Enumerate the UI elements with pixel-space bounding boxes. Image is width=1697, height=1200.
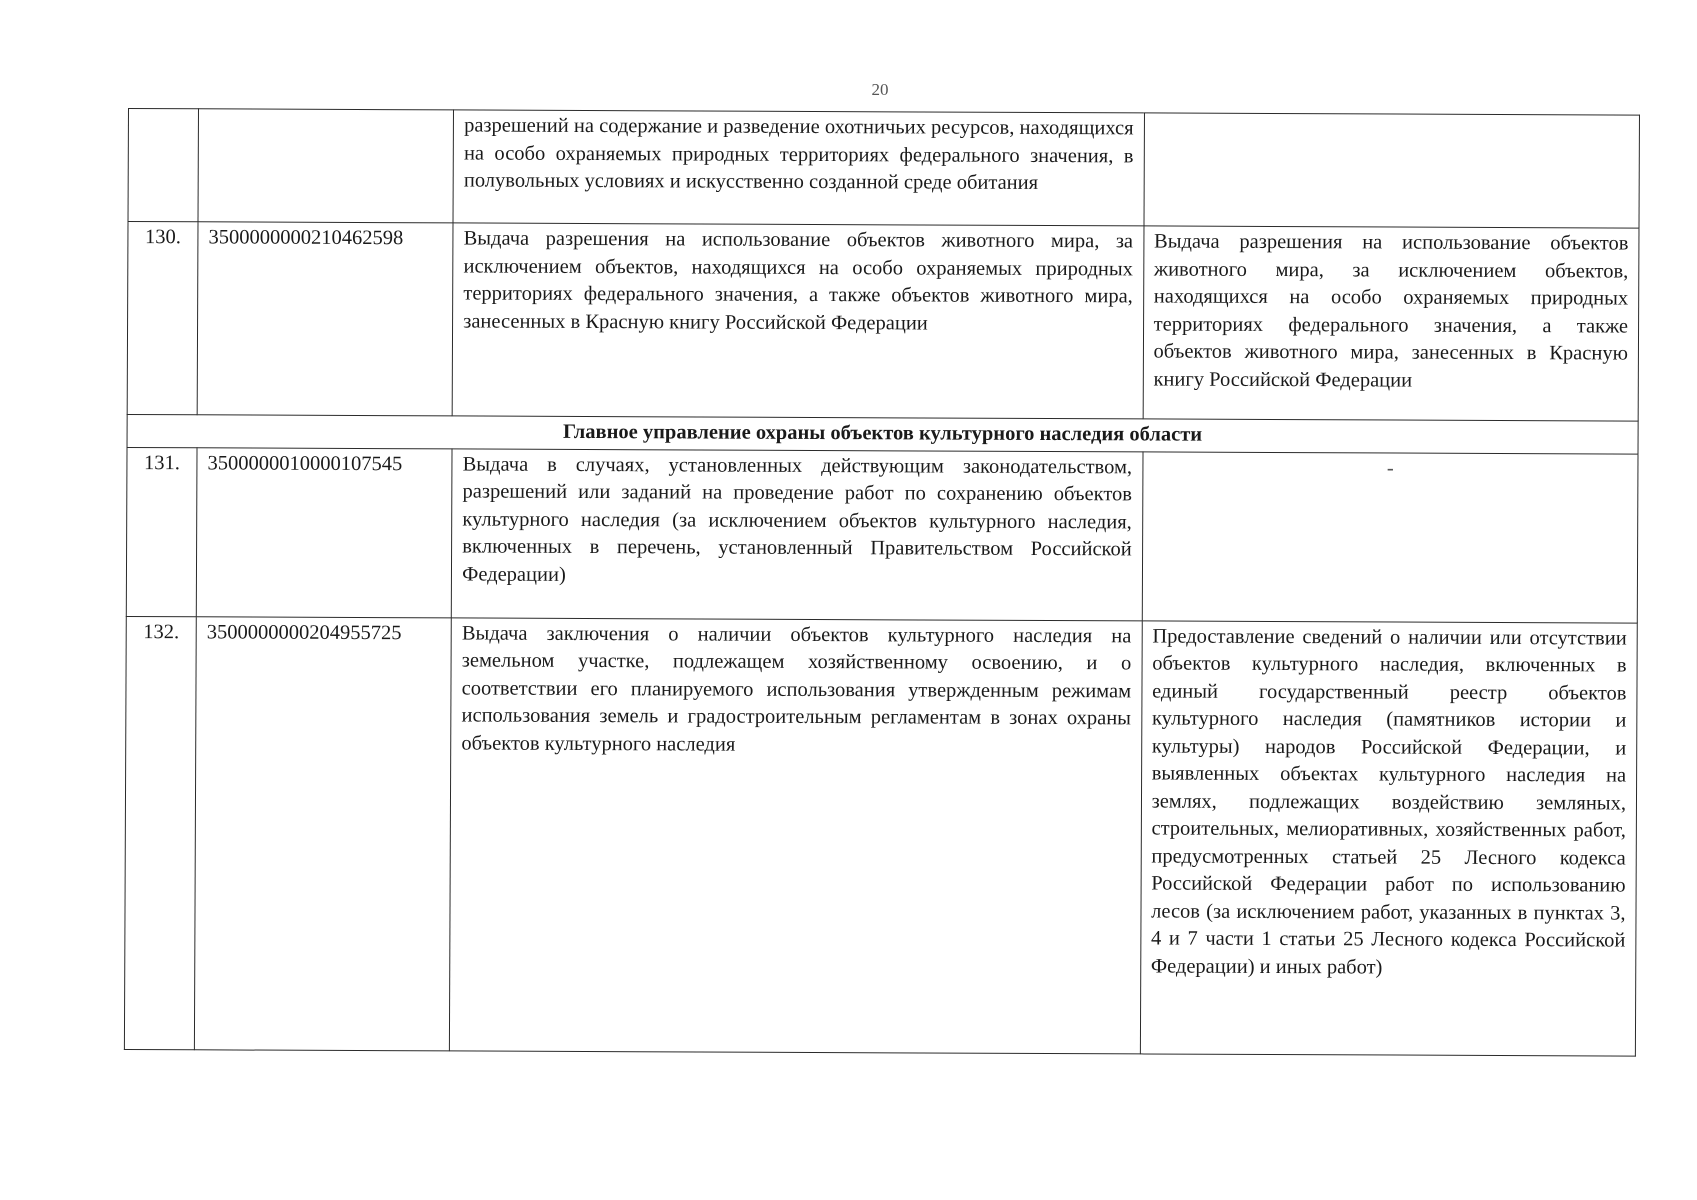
service-name-cell: Выдача разрешения на использование объектов животного мира, за исключением объектов, находящихся на особо охраняемых природных территориях федерального значения, а также объектов животного мира, занесенных в Красную книгу Российской Федерации bbox=[452, 223, 1143, 419]
matching-service-cell: Предоставление сведений о наличии или отсутствии объектов культурного наследия, включенных в единый государственный реестр объектов культурного наследия (памятников истории и культуры) народов Российской Федерации, и выявленных объектах культурного наследия на землях, подлежащих воздействию земляных, строительных, мелиоративных, хозяйственных работ, предусмотренных статьей 25 Лесного кодекса Российской Федерации работ по использованию лесов (за исключением работ, указанных в пунктах 3, 4 и 7 части 1 статьи 25 Лесного кодекса Российской Федерации) и иных работ) bbox=[1140, 620, 1637, 1055]
table-row-131 bbox=[126, 447, 1638, 623]
table-row-132 bbox=[124, 616, 1637, 1056]
table-row-130 bbox=[127, 222, 1639, 422]
row-number-cell: 132. bbox=[124, 616, 196, 1049]
service-code-cell: 3500000000210462598 bbox=[197, 222, 453, 416]
service-name-cell: Выдача в случаях, установленных действующим законодательством, разрешений или заданий на проведение работ по сохранению объектов культурного наследия (за исключением объектов культурного наследия, включенных в перечень, установленный Правительством Российской Федерации) bbox=[451, 448, 1142, 620]
service-code-cell: 3500000000204955725 bbox=[194, 616, 451, 1050]
service-name-cell: разрешений на содержание и разведение охотничьих ресурсов, находящихся на особо охраняемых природных территориях федерального значения, в полувольных условиях и искусственно созданной среде обитания bbox=[453, 110, 1144, 226]
row-number-cell bbox=[128, 109, 199, 222]
service-name-cell: Выдача заключения о наличии объектов культурного наследия на земельном участке, подлежащем хозяйственному освоению, и о соответствии его планируемого использования утвержденным режимам использования земель и градостроительным регламентам в зонах охраны объектов культурного наследия bbox=[450, 617, 1142, 1053]
table-row-continuation bbox=[128, 109, 1639, 229]
matching-service-cell: Выдача разрешения на использование объектов животного мира, за исключением объектов, находящихся на особо охраняемых природных территориях федерального значения, а также объектов животного мира, занесенных в Красную книгу Российской Федерации bbox=[1143, 226, 1639, 421]
section-header: Главное управление охраны объектов культурного наследия области bbox=[127, 414, 1638, 453]
page-number: 20 bbox=[871, 80, 889, 99]
row-number-cell: 131. bbox=[126, 447, 197, 616]
row-number-cell: 130. bbox=[127, 222, 198, 415]
service-code-cell bbox=[198, 109, 454, 223]
empty-dash: - bbox=[1386, 456, 1394, 480]
service-code-cell: 3500000010000107545 bbox=[196, 447, 452, 617]
matching-service-cell bbox=[1142, 451, 1638, 622]
services-table bbox=[124, 108, 1640, 1056]
matching-service-cell bbox=[1144, 113, 1640, 228]
